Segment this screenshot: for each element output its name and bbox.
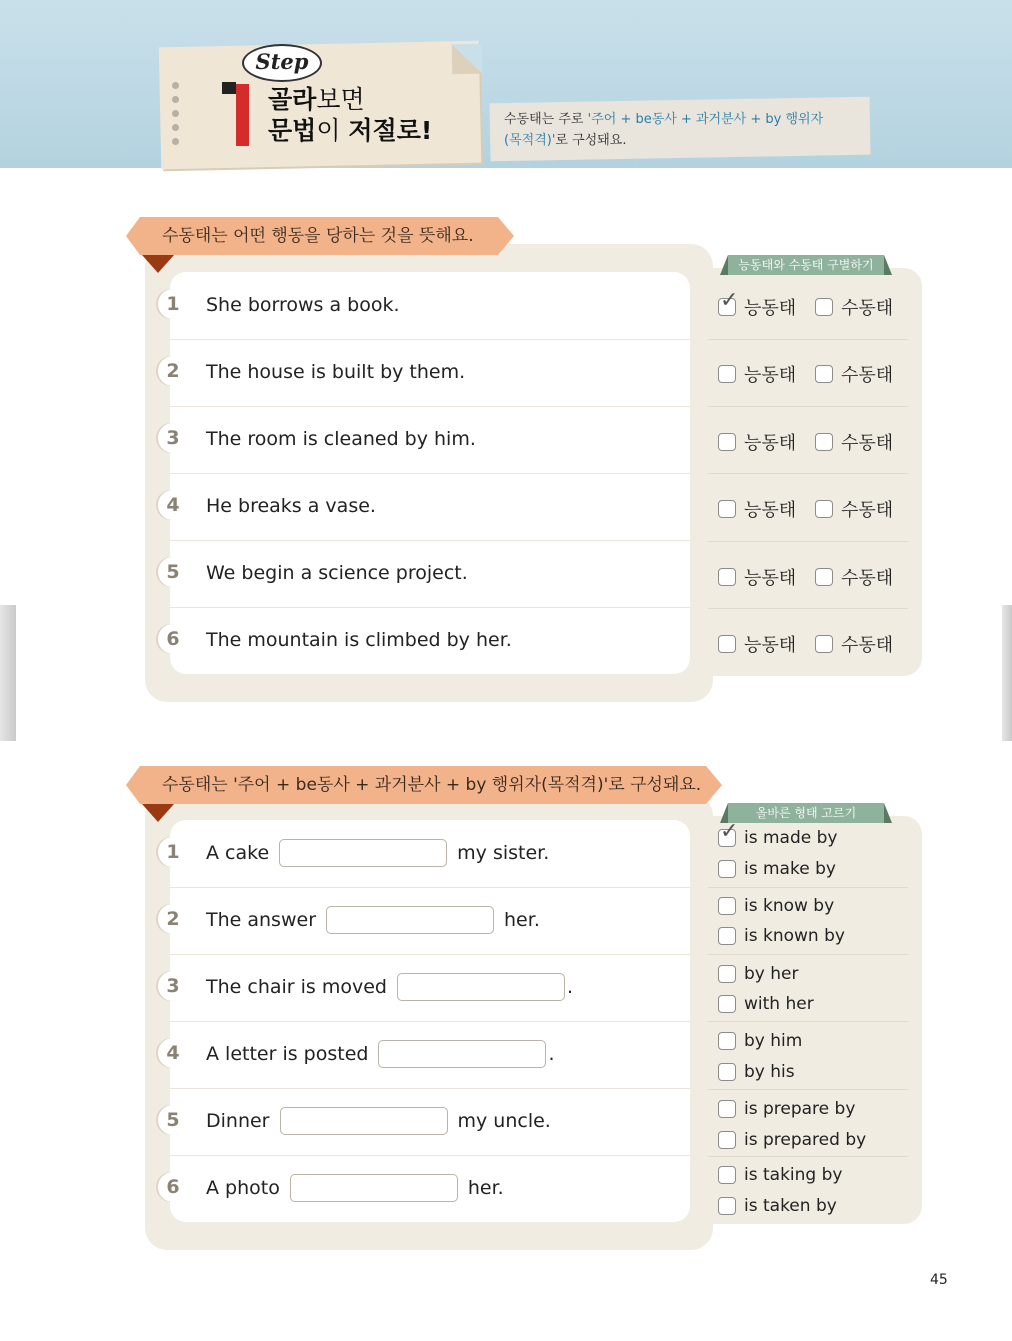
answer-blank[interactable] (279, 839, 447, 867)
checkbox[interactable] (815, 433, 833, 451)
checkbox[interactable] (718, 433, 736, 451)
choice-option[interactable] (718, 819, 838, 848)
active-voice-option[interactable] (718, 631, 796, 657)
section1-card (166, 272, 690, 674)
question-row (166, 887, 690, 955)
headline-bold-3: 저절로! (348, 116, 433, 145)
note-folded-corner (452, 44, 483, 75)
checkbox[interactable] (718, 500, 736, 518)
checkbox[interactable] (718, 1166, 736, 1184)
options-divider (708, 406, 908, 407)
active-voice-option[interactable] (718, 564, 796, 590)
question-number: 4 (158, 490, 188, 520)
checkbox[interactable] (718, 860, 736, 878)
checkbox[interactable] (718, 819, 739, 847)
checkbox[interactable] (718, 965, 736, 983)
intro-part1: 수동태는 주로 (504, 112, 588, 127)
choice-option[interactable] (718, 1099, 855, 1119)
checkbox[interactable] (718, 927, 736, 945)
choice-option[interactable] (718, 964, 798, 984)
passive-voice-option[interactable] (815, 361, 893, 387)
question-number: 4 (158, 1038, 188, 1068)
checkbox[interactable] (718, 1100, 736, 1118)
step-number-one-graphic (222, 80, 252, 150)
intro-highlight-2: (목적격)' (504, 133, 556, 148)
page-number: 45 (930, 1272, 948, 1288)
options-divider (708, 954, 908, 955)
fill-in-sentence (206, 1172, 504, 1204)
active-voice-option[interactable] (718, 361, 796, 387)
choice-option[interactable] (718, 1130, 866, 1150)
options-divider (708, 608, 908, 609)
sentence-after: my sister. (457, 842, 550, 864)
checkbox[interactable] (718, 1032, 736, 1050)
choice-option[interactable] (718, 859, 836, 879)
section2-banner: 수동태는 '주어 + be동사 + 과거분사 + by 행위자(목적격)'로 구성돼요. (140, 766, 706, 804)
fill-in-sentence (206, 971, 573, 1003)
question-row (166, 820, 690, 888)
checkbox[interactable] (718, 365, 736, 383)
section1-banner-tail (142, 255, 174, 273)
question-row (166, 406, 690, 474)
option-label: 능동태 (744, 568, 797, 589)
fill-in-sentence (206, 1038, 555, 1070)
active-voice-option[interactable] (718, 496, 796, 522)
question-number: 6 (158, 624, 188, 654)
option-label: is taken by (744, 1196, 837, 1216)
passive-voice-option[interactable] (815, 564, 893, 590)
option-label: 능동태 (744, 433, 797, 454)
choice-option[interactable] (718, 1031, 802, 1051)
options-divider (708, 339, 908, 340)
question-row (166, 1088, 690, 1156)
option-label: 수동태 (841, 298, 894, 319)
sentence-after: her. (504, 909, 540, 931)
checkbox[interactable] (815, 635, 833, 653)
checkbox[interactable] (718, 635, 736, 653)
checkbox[interactable] (718, 1063, 736, 1081)
question-row (166, 339, 690, 407)
section2-tab-label: 올바른 형태 고르기 (728, 803, 884, 823)
checkbox[interactable] (718, 995, 736, 1013)
question-row (166, 272, 690, 340)
answer-blank[interactable] (326, 906, 494, 934)
question-number: 1 (158, 289, 188, 319)
note-punch-holes (172, 82, 180, 152)
active-voice-option[interactable] (718, 429, 796, 455)
option-label: 능동태 (744, 500, 797, 521)
option-label: 능동태 (744, 298, 797, 319)
question-sentence: The house is built by them. (206, 361, 466, 383)
choice-option[interactable] (718, 896, 834, 916)
right-edge-tab (1002, 605, 1012, 741)
passive-voice-option[interactable] (815, 631, 893, 657)
sentence-after: her. (467, 1177, 504, 1199)
option-label: 능동태 (744, 635, 797, 656)
answer-blank[interactable] (397, 973, 565, 1001)
sentence-before: A letter is posted (206, 1043, 369, 1065)
checkbox[interactable] (815, 298, 833, 316)
sentence-after: . (566, 976, 574, 998)
passive-voice-option[interactable] (815, 294, 893, 320)
question-row (166, 1155, 690, 1222)
question-row (166, 954, 690, 1022)
sentence-after: . (548, 1043, 555, 1065)
headline-normal-1: 보면 (316, 85, 365, 114)
question-number: 2 (158, 904, 188, 934)
fill-in-sentence (206, 1105, 551, 1137)
choice-option[interactable] (718, 1062, 795, 1082)
question-row (166, 473, 690, 541)
option-label: is know by (744, 896, 835, 916)
options-divider (708, 541, 908, 542)
checkbox[interactable] (718, 1131, 736, 1149)
option-label: 수동태 (841, 365, 894, 386)
option-label: 수동태 (841, 635, 894, 656)
header-scalloped-edge (0, 160, 1012, 172)
question-sentence: She borrows a book. (206, 294, 400, 316)
checkbox[interactable] (718, 288, 739, 316)
options-divider (708, 1089, 908, 1090)
answer-blank[interactable] (378, 1040, 546, 1068)
question-sentence: The room is cleaned by him. (206, 428, 476, 450)
question-row (166, 540, 690, 608)
checkbox[interactable] (815, 568, 833, 586)
checkbox[interactable] (718, 897, 736, 915)
headline-normal-2: 이 (316, 116, 349, 145)
intro-highlight: '주어 + be동사 + 과거분사 + by 행위자 (587, 112, 824, 127)
question-number: 3 (158, 423, 188, 453)
option-label: is taking by (744, 1165, 843, 1185)
option-label: by his (744, 1062, 795, 1082)
passive-voice-option[interactable] (815, 429, 893, 455)
question-number: 5 (158, 557, 188, 587)
option-label: by her (744, 964, 799, 984)
passive-voice-option[interactable] (815, 496, 893, 522)
intro-part2: 로 구성돼요. (555, 133, 627, 148)
question-number: 3 (158, 971, 188, 1001)
section-headline (268, 84, 432, 146)
option-label: 수동태 (841, 500, 894, 521)
option-label: 능동태 (744, 365, 797, 386)
answer-blank[interactable] (290, 1174, 458, 1202)
sentence-before: A photo (206, 1177, 280, 1199)
question-row (166, 1021, 690, 1089)
option-label: with her (744, 994, 814, 1014)
headline-bold-2: 문법 (268, 116, 317, 145)
question-number: 5 (158, 1105, 188, 1135)
question-number: 6 (158, 1172, 188, 1202)
option-label: by him (744, 1031, 803, 1051)
option-label: is known by (744, 926, 845, 946)
question-sentence: We begin a science project. (206, 562, 468, 584)
sentence-before: Dinner (206, 1110, 270, 1132)
option-label: 수동태 (841, 568, 894, 589)
sentence-before: The chair is moved (206, 976, 387, 998)
option-label: 수동태 (841, 433, 894, 454)
left-edge-tab (0, 605, 16, 741)
question-sentence: The mountain is climbed by her. (206, 629, 512, 651)
section2-card (166, 820, 690, 1222)
section1-banner: 수동태는 어떤 행동을 당하는 것을 뜻해요. (140, 217, 498, 255)
options-divider (708, 473, 908, 474)
choice-option[interactable] (718, 1165, 842, 1185)
question-number: 1 (158, 837, 188, 867)
checkmark-icon: ✓ (720, 819, 739, 844)
headline-bold-1: 골라 (268, 85, 317, 114)
question-row (166, 607, 690, 674)
sentence-after: my uncle. (457, 1110, 551, 1132)
option-label: is make by (744, 859, 836, 879)
sentence-before: The answer (206, 909, 317, 931)
options-divider (708, 1156, 908, 1157)
choice-option[interactable] (718, 1196, 837, 1216)
question-sentence: He breaks a vase. (206, 495, 376, 517)
checkbox[interactable] (718, 1197, 736, 1215)
option-label: is prepared by (744, 1130, 867, 1150)
checkbox[interactable] (815, 365, 833, 383)
option-label: is prepare by (744, 1099, 856, 1119)
choice-option[interactable] (718, 926, 845, 946)
step-label: Step (242, 44, 322, 82)
options-divider (708, 887, 908, 888)
question-number: 2 (158, 356, 188, 386)
choice-option[interactable] (718, 994, 814, 1014)
intro-text (504, 109, 823, 151)
options-divider (708, 1021, 908, 1022)
section1-tab-label: 능동태와 수동태 구별하기 (728, 255, 884, 275)
section1-options-panel (694, 268, 922, 676)
answer-blank[interactable] (280, 1107, 448, 1135)
sentence-before: A cake (206, 842, 270, 864)
checkbox[interactable] (718, 568, 736, 586)
fill-in-sentence (206, 837, 549, 869)
active-voice-option[interactable] (718, 288, 797, 320)
checkmark-icon: ✓ (720, 288, 739, 313)
option-label: is made by (744, 828, 838, 848)
checkbox[interactable] (815, 500, 833, 518)
fill-in-sentence (206, 904, 540, 936)
